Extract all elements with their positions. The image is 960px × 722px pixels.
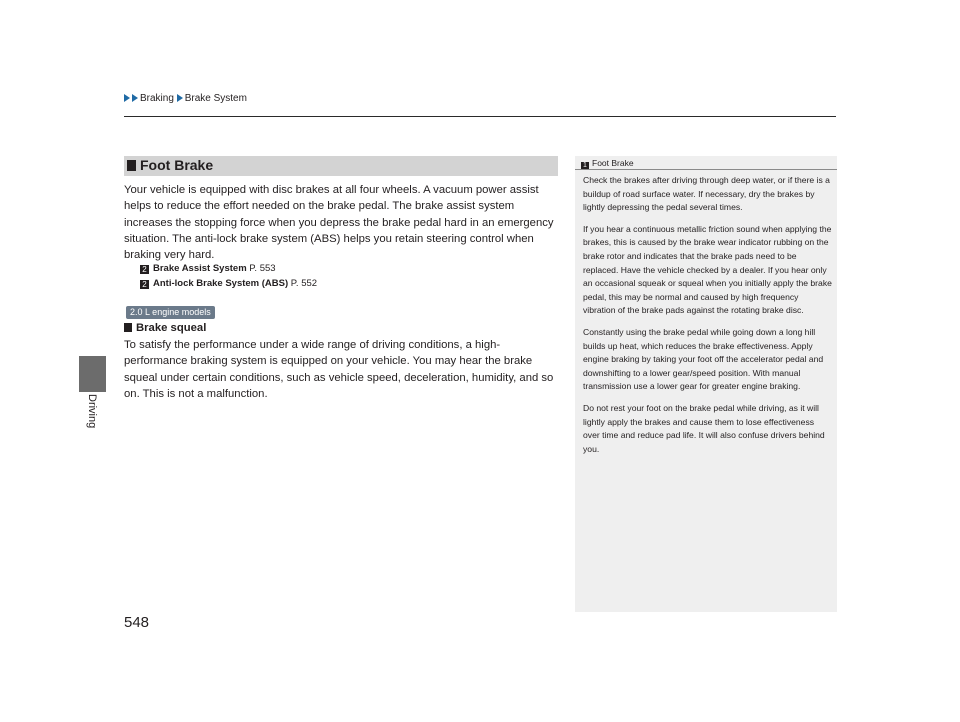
breadcrumb-braking-link[interactable]: Braking bbox=[140, 93, 174, 104]
side-note-divider bbox=[575, 169, 837, 170]
note-paragraph: Do not rest your foot on the brake pedal while driving, as it will lightly apply the brakes and cause them to lose effectiveness over time and reduce pad life. It will also confuse drivers behind you. bbox=[583, 402, 825, 454]
subheading: Brake squeal bbox=[124, 322, 206, 334]
section-body: Your vehicle is equipped with disc brakes at all four wheels. A vacuum power assist helps to reduce the effort needed on the brake pedal. The brake assist system increases the stopping force when you depress the brake pedal hard in an emergency situation. The anti-lock brake system (ABS) helps you retain steering control when braking very hard. bbox=[124, 184, 554, 262]
note-paragraph: If you hear a continuous metallic friction sound when applying the brakes, this is caused by the brake wear indicator rubbing on the brake rotor and indicates that the brake pads need to be replaced. Have the vehicle checked by a dealer. If you hear only an occasional squeak or squeal when you initially apply the brake pedal, this may be normal and caused by high frequency vibration of the brake pads against the rotating brake disc. bbox=[583, 223, 832, 316]
subheading-square-icon bbox=[124, 323, 132, 332]
xref-brake-assist-link[interactable]: 2 Brake Assist System P. 553 bbox=[140, 263, 276, 274]
side-note-title: 1 Foot Brake bbox=[581, 158, 634, 170]
breadcrumb bbox=[124, 93, 247, 104]
reference-arrow-icon: 2 bbox=[140, 280, 149, 289]
note-paragraph: Check the brakes after driving through deep water, or if there is a buildup of road surface water. If necessary, dry the brakes by lightly depressing the pedal several times. bbox=[583, 175, 830, 213]
note-paragraph: Constantly using the brake pedal while going down a long hill builds up heat, which reduces the brake effectiveness. Apply engine braking by taking your foot off the accelerator pedal and downshifting to a lower gear/speed position. With manual transmission use a lower gear for greater engine braking. bbox=[583, 326, 824, 392]
chapter-label: Driving bbox=[86, 394, 98, 429]
side-note-panel bbox=[575, 156, 837, 612]
xref-abs-link[interactable]: 2 Anti-lock Brake System (ABS) P. 552 bbox=[140, 278, 317, 289]
header-rule bbox=[124, 116, 836, 117]
subsection-body: To satisfy the performance under a wide range of driving conditions, a high-performance braking system is equipped on your vehicle. You may hear the brake squeal under certain conditions, such as vehicle speed, deceleration, humidity, and so on. This is not a malfunction. bbox=[124, 339, 554, 400]
section-square-icon bbox=[127, 160, 136, 171]
breadcrumb-arrow-icon bbox=[124, 94, 130, 102]
side-note-body bbox=[583, 174, 833, 464]
engine-model-badge: 2.0 L engine models bbox=[126, 306, 215, 319]
reference-arrow-icon: 2 bbox=[140, 265, 149, 274]
chapter-tab bbox=[79, 356, 106, 392]
breadcrumb-arrow-icon bbox=[177, 94, 183, 102]
page-number: 548 bbox=[124, 614, 150, 631]
section-title: Foot Brake bbox=[140, 157, 214, 173]
section-heading-bar bbox=[124, 156, 558, 176]
breadcrumb-arrow-icon bbox=[132, 94, 138, 102]
breadcrumb-brake-system-link[interactable]: Brake System bbox=[184, 93, 247, 104]
note-marker-icon: 1 bbox=[581, 162, 589, 170]
